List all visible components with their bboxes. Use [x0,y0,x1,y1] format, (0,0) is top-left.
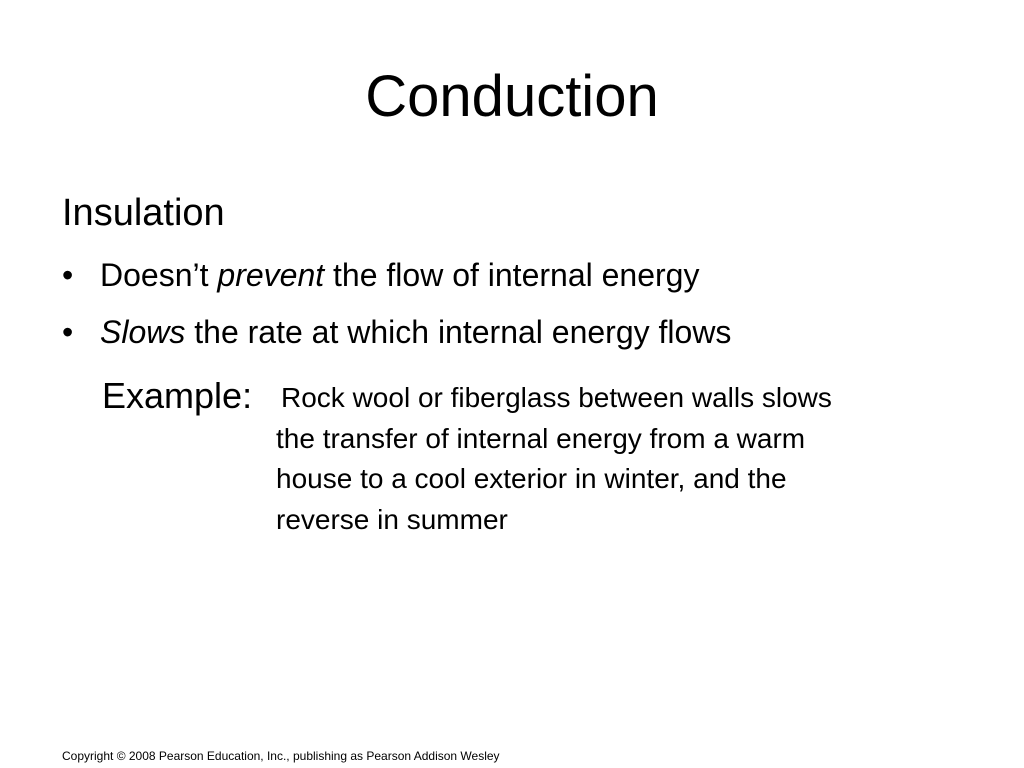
example-line-1: Rock wool or fiberglass between walls slows [281,382,832,413]
bullet-marker: • [62,314,74,350]
bullet-marker: • [62,257,74,293]
bullet-2-rest: the rate at which internal energy flows [185,314,732,350]
bullet-item-1 [62,253,699,297]
bullet-1-rest: the flow of internal energy [324,257,700,293]
example-text [276,378,976,540]
slide-title: Conduction [365,64,659,129]
bullet-2-emphasis: Slows [100,314,186,350]
copyright-footer: Copyright © 2008 Pearson Education, Inc., publishing as Pearson Addison Wesley [62,749,500,763]
bullet-item-2 [62,310,731,354]
bullet-1-lead: Doesn’t [100,257,218,293]
section-heading: Insulation [62,192,225,234]
example-line-4: reverse in summer [276,503,508,535]
example-line-2: the transfer of internal energy from a warm [276,422,806,454]
example-line-3: house to a cool exterior in winter, and the [276,463,787,494]
example-label: Example: [102,375,253,416]
bullet-1-emphasis: prevent [217,257,325,293]
